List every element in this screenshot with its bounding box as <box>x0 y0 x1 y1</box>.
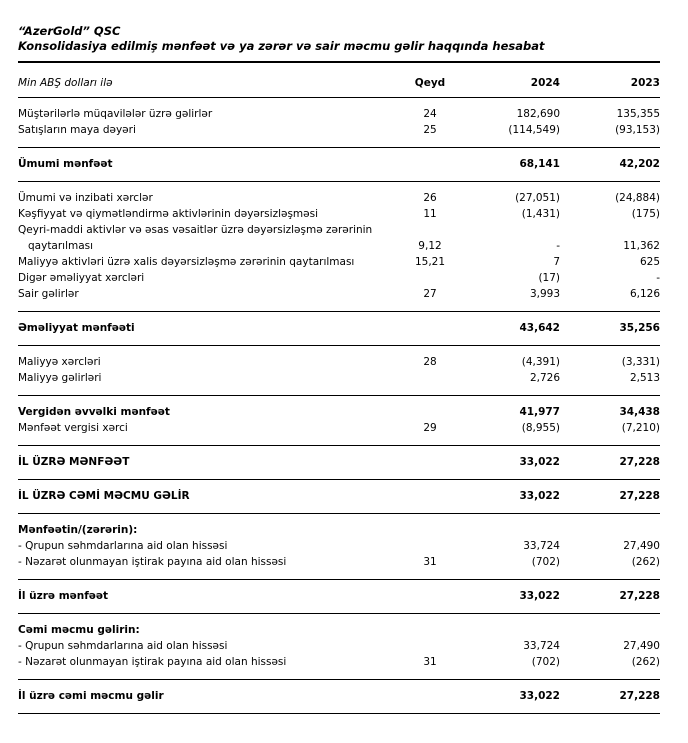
table-row <box>18 654 660 670</box>
row-value-2024: (114,549) <box>508 124 560 136</box>
row-note: 28 <box>423 356 437 368</box>
row-value-2023: - <box>656 272 660 284</box>
year-2024-column-header: 2024 <box>530 77 560 89</box>
row-value-2024: 33,724 <box>523 640 560 652</box>
row-value-2023: 34,438 <box>619 406 660 418</box>
table-row <box>18 354 660 370</box>
row-value-2024: 2,726 <box>529 372 560 384</box>
company-name: “AzerGold” QSC <box>18 24 121 38</box>
table-row <box>18 206 660 222</box>
row-label: Maliyyə xərcləri <box>18 356 101 368</box>
row-value-2024: 43,642 <box>519 322 560 334</box>
row-value-2024: 41,977 <box>519 406 560 418</box>
row-value-2023: 27,228 <box>619 590 660 602</box>
statement-section <box>18 614 660 680</box>
row-value-2024: (702) <box>531 556 560 568</box>
row-value-2023: (3,331) <box>621 356 660 368</box>
table-row <box>18 522 660 538</box>
unit-label: Min ABŞ dolları ilə <box>18 77 113 89</box>
row-label: Qeyri-maddi aktivlər və əsas vəsaitlər üzrə dəyərsizləşmə zərərinin qaytarılması <box>18 224 373 252</box>
table-row <box>18 454 660 470</box>
row-note: 15,21 <box>414 256 446 268</box>
row-value-2024: 3,993 <box>529 288 560 300</box>
row-note: 11 <box>423 208 437 220</box>
row-value-2023: (7,210) <box>621 422 660 434</box>
table-row <box>18 270 660 286</box>
table-row <box>18 420 660 436</box>
row-value-2023: 42,202 <box>619 158 660 170</box>
row-value-2023: 27,228 <box>619 690 660 702</box>
row-value-2024: (8,955) <box>521 422 560 434</box>
row-label: Sair gəlirlər <box>18 288 79 300</box>
row-label: Müştərilərlə müqavilələr üzrə gəlirlər <box>18 108 213 120</box>
row-label: Mənfəət vergisi xərci <box>18 422 128 434</box>
table-row <box>18 156 660 172</box>
statement-section <box>18 396 660 446</box>
row-value-2023: (175) <box>631 208 660 220</box>
statement-section <box>18 580 660 614</box>
statement-section <box>18 480 660 514</box>
row-value-2023: 27,228 <box>619 490 660 502</box>
row-label: İL ÜZRƏ CƏMİ MƏCMU GƏLİR <box>18 490 190 502</box>
table-row <box>18 286 660 302</box>
row-value-2024: 68,141 <box>519 158 560 170</box>
row-value-2023: 2,513 <box>629 372 660 384</box>
row-value-2024: (27,051) <box>515 192 560 204</box>
row-value-2024: 7 <box>553 256 560 268</box>
row-label: Vergidən əvvəlki mənfəət <box>18 406 170 418</box>
row-value-2024: (17) <box>538 272 560 284</box>
row-label: Digər əməliyyat xərcləri <box>18 272 145 284</box>
statement-section <box>18 446 660 480</box>
row-note: 31 <box>423 656 437 668</box>
year-2023-column-header: 2023 <box>630 77 660 89</box>
statement-table <box>18 63 660 714</box>
row-label: - Qrupun səhmdarlarına aid olan hissəsi <box>18 540 228 552</box>
row-value-2023: 35,256 <box>619 322 660 334</box>
statement-section <box>18 680 660 714</box>
row-label: - Qrupun səhmdarlarına aid olan hissəsi <box>18 640 228 652</box>
row-note: 24 <box>423 108 437 120</box>
row-note: 25 <box>423 124 437 136</box>
row-label: - Nəzarət olunmayan iştirak payına aid olan hissəsi <box>18 556 287 568</box>
note-column-header: Qeyd <box>414 77 446 89</box>
table-row <box>18 370 660 386</box>
row-note: 31 <box>423 556 437 568</box>
row-value-2023: (262) <box>631 656 660 668</box>
row-value-2023: 27,228 <box>619 456 660 468</box>
table-row <box>18 554 660 570</box>
row-label: Ümumi mənfəət <box>18 158 113 170</box>
row-label: İl üzrə mənfəət <box>18 590 109 602</box>
table-row <box>18 538 660 554</box>
row-label: Maliyyə gəlirləri <box>18 372 102 384</box>
statement-section <box>18 346 660 396</box>
row-value-2023: 625 <box>639 256 660 268</box>
table-row <box>18 106 660 122</box>
row-value-2024: 33,022 <box>519 490 560 502</box>
table-row <box>18 190 660 206</box>
row-value-2024: - <box>556 240 560 252</box>
row-label: Mənfəətin/(zərərin): <box>18 524 138 536</box>
table-row <box>18 638 660 654</box>
table-row <box>18 404 660 420</box>
row-value-2024: 33,022 <box>519 590 560 602</box>
table-row <box>18 254 660 270</box>
row-label: Cəmi məcmu gəlirin: <box>18 624 140 636</box>
row-label: - Nəzarət olunmayan iştirak payına aid olan hissəsi <box>18 656 287 668</box>
row-label: Satışların maya dəyəri <box>18 124 136 136</box>
row-value-2023: (24,884) <box>615 192 660 204</box>
table-row <box>18 222 660 254</box>
row-value-2023: 27,490 <box>623 640 660 652</box>
row-value-2024: 33,724 <box>523 540 560 552</box>
row-value-2024: (702) <box>531 656 560 668</box>
row-value-2023: 6,126 <box>629 288 660 300</box>
row-label: İL ÜZRƏ MƏNFƏƏT <box>18 456 130 468</box>
table-row <box>18 320 660 336</box>
report-title: Konsolidasiya edilmiş mənfəət və ya zərər və sair məcmu gəlir haqqında hesabat <box>18 39 545 53</box>
statement-section <box>18 312 660 346</box>
row-value-2024: 182,690 <box>516 108 560 120</box>
row-label: Kəşfiyyat və qiymətləndirmə aktivlərinin dəyərsizləşməsi <box>18 208 319 220</box>
table-row <box>18 122 660 138</box>
row-value-2023: (262) <box>631 556 660 568</box>
row-label: Maliyyə aktivləri üzrə xalis dəyərsizləşmə zərərinin qaytarılması <box>18 256 355 268</box>
row-label: Ümumi və inzibati xərclər <box>18 192 153 204</box>
table-row <box>18 688 660 704</box>
row-value-2024: (1,431) <box>521 208 560 220</box>
row-value-2023: 135,355 <box>616 108 660 120</box>
row-note: 29 <box>423 422 437 434</box>
statement-section <box>18 148 660 182</box>
row-label: Əməliyyat mənfəəti <box>18 322 135 334</box>
document-header <box>18 24 660 63</box>
table-row <box>18 488 660 504</box>
row-label: İl üzrə cəmi məcmu gəlir <box>18 690 164 702</box>
row-note: 27 <box>423 288 437 300</box>
row-note: 26 <box>423 192 437 204</box>
row-value-2023: 27,490 <box>623 540 660 552</box>
row-value-2023: 11,362 <box>623 240 660 252</box>
statement-section <box>18 514 660 580</box>
table-row <box>18 622 660 638</box>
row-value-2023: (93,153) <box>615 124 660 136</box>
statement-table-body <box>18 98 660 714</box>
row-value-2024: (4,391) <box>521 356 560 368</box>
table-row <box>18 588 660 604</box>
row-value-2024: 33,022 <box>519 456 560 468</box>
table-header-row <box>18 63 660 98</box>
row-note: 9,12 <box>418 240 442 252</box>
statement-section <box>18 98 660 148</box>
row-value-2024: 33,022 <box>519 690 560 702</box>
statement-section <box>18 182 660 312</box>
